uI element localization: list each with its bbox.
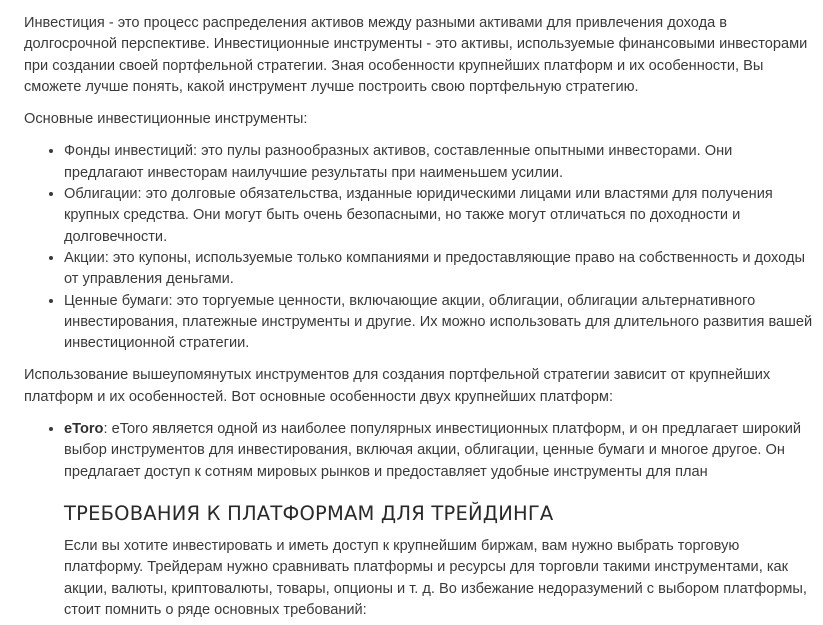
section-heading: ТРЕБОВАНИЯ К ПЛАТФОРМАМ ДЛЯ ТРЕЙДИНГА	[64, 501, 554, 525]
usage-paragraph: Использование вышеупомянутых инструментов для создания портфельной стратегии зависит от крупнейших платформ и их особенностей. Вот основные особенности двух крупнейших платформ:	[24, 367, 771, 405]
list-item: • Облигации: это долговые обязательства, изданные юридическими лицами или властями для получения крупных средства. Они могут быть очень безопасными, но также могут отличаться по доходности и долговечности.	[64, 184, 814, 248]
instruments-list	[24, 141, 814, 354]
list-item: • Фонды инвестиций: это пулы разнообразных активов, составленные опытными инвесторами. Они предлагают инвесторам наилучшие результаты при наименьшем усилии.	[64, 141, 814, 184]
instruments-title: Основные инвестиционные инструменты:	[24, 111, 308, 128]
requirements-section	[64, 501, 814, 621]
list-item	[64, 419, 814, 483]
list-item: • Акции: это купоны, используемые только компаниями и предоставляющие право на собственность и доходы от управления деньгами.	[64, 248, 814, 291]
platforms-list	[24, 419, 814, 483]
platform-name: eToro	[64, 421, 104, 438]
section-paragraph: Если вы хотите инвестировать и иметь доступ к крупнейшим биржам, вам нужно выбрать торговую платформу. Трейдерам нужно сравнивать платформы и ресурсы для торговли такими инструментами, как акции, валюты, криптовалюты, товары, опционы и т. д. Во избежание недоразумений с выбором платформы, стоит помнить о ряде основных требований:	[64, 537, 807, 618]
article-body	[24, 13, 814, 621]
intro-paragraph: Инвестиция - это процесс распределения активов между разными активами для привлечения дохода в долгосрочной перспективе. Инвестиционные инструменты - это активы, используемые финансовыми инвесторами при создании своей портфельной стратегии. Зная особенности крупнейших платформ и их особенности, Вы сможете лучше понять, какой инструмент лучше построить свою портфельную стратегию.	[24, 15, 808, 95]
list-item: • Ценные бумаги: это торгуемые ценности, включающие акции, облигации, облигации альтернативного инвестирования, платежные инструменты и другие. Их можно использовать для длительного развития вашей инвестиционной стратегии.	[64, 291, 814, 355]
platform-description: : eToro является одной из наиболее популярных инвестиционных платформ, и он предлагает широкий выбор инструментов для инвестирования, включая акции, облигации, ценные бумаги и многое другое. Он предлагает доступ к сотням мировых рынков и предоставляет удобные инструменты для план	[64, 421, 802, 480]
